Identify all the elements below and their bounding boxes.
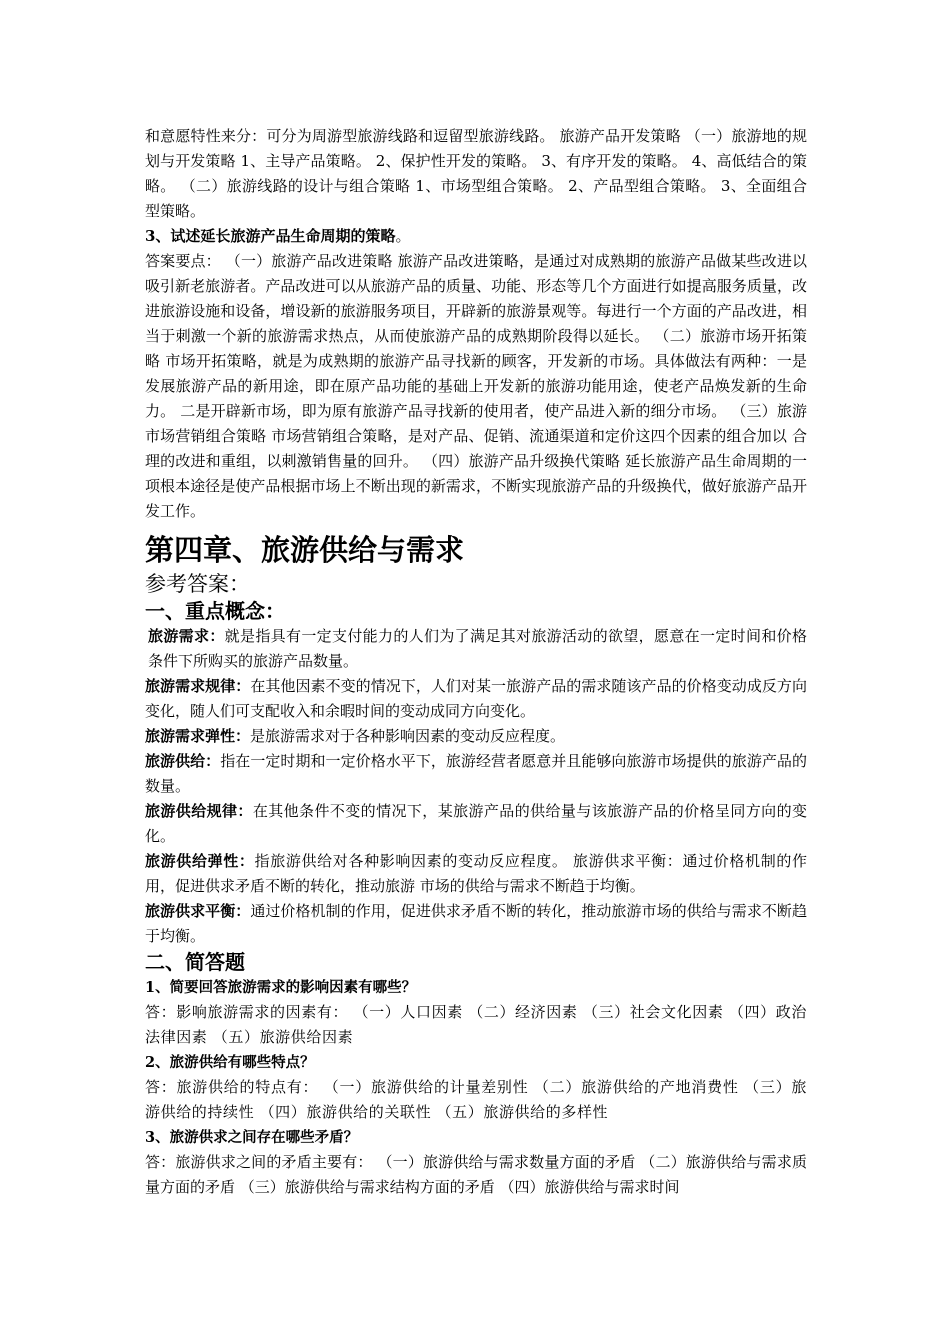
concept-definition: 在其他因素不变的情况下，人们对某一旅游产品的需求随该产品的价格变动成反方向变化，随人们可支配收入和余暇时间的变动成同方向变化。 xyxy=(145,677,807,720)
concept-term: 旅游供给规律： xyxy=(145,802,253,820)
concept-definition: 在其他条件不变的情况下，某旅游产品的供给量与该旅游产品的价格呈同方向的变化。 xyxy=(145,802,807,845)
answer-supply-demand-conflicts: 答：旅游供求之间的矛盾主要有： （一）旅游供给与需求数量方面的矛盾 （二）旅游供给与需求质量方面的矛盾 （三）旅游供给与需求结构方面的矛盾 （四）旅游供给与需求时间 xyxy=(145,1153,807,1196)
concept-supply-law xyxy=(145,799,807,849)
concept-term: 旅游供求平衡： xyxy=(145,902,251,920)
concept-definition: 是旅游需求对于各种影响因素的变动反应程度。 xyxy=(250,727,566,745)
concept-term: 旅游供给： xyxy=(145,752,221,770)
concept-definition: 指旅游供给对各种影响因素的变动反应程度。 旅游供求平衡：通过价格机制的作用，促进供求矛盾不断的转化，推动旅游 市场的供给与需求不断趋于均衡。 xyxy=(145,852,807,895)
concept-supply-elasticity xyxy=(145,849,807,899)
question-supply-features: 2、旅游供给有哪些特点？ xyxy=(145,1054,315,1071)
question-heading-lifecycle xyxy=(145,224,807,249)
section-heading-concepts: 一、重点概念： xyxy=(145,599,285,623)
concept-term: 旅游需求弹性： xyxy=(145,727,251,745)
answer-demand-factors: 答：影响旅游需求的因素有： （一）人口因素 （二）经济因素 （三）社会文化因素 （四）政治法律因素 （五）旅游供给因素 xyxy=(145,1003,807,1046)
question-supply-demand-conflicts: 3、旅游供求之间存在哪些矛盾？ xyxy=(145,1129,359,1146)
concept-term: 旅游需求规律： xyxy=(145,677,251,695)
concept-definition: 指在一定时期和一定价格水平下，旅游经营者愿意并且能够向旅游市场提供的旅游产品的数量。 xyxy=(145,752,807,795)
section-heading-short-answers: 二、简答题 xyxy=(145,950,245,974)
concept-demand-elasticity xyxy=(145,724,807,749)
chapter-title: 第四章、旅游供给与需求 xyxy=(145,533,465,567)
paragraph-product-strategy: 和意愿特性来分：可分为周游型旅游线路和逗留型旅游线路。 旅游产品开发策略 （一）旅游地的规划与开发策略 1、主导产品策略。 2、保护性开发的策略。 3、有序开发的策略。 4、高低结合的策略。 （二）旅游线路的设计与组合策略 1、市场型组合策略。 2、产品型组合策略。 3、全面组合型策略。 xyxy=(145,127,807,220)
question-demand-factors: 1、简要回答旅游需求的影响因素有哪些？ xyxy=(145,979,417,996)
concept-tourism-demand xyxy=(145,624,807,674)
answer-lifecycle: 答案要点： （一）旅游产品改进策略 旅游产品改进策略，是通过对成熟期的旅游产品做某些改进以吸引新老旅游者。产品改进可以从旅游产品的质量、功能、形态等几个方面进行如提高服务质量，改进旅游设施和设备，增设新的旅游服务项目，开辟新的旅游景观等。每进行一个方面的产品改进，相当于刺激一个新的旅游需求热点，从而使旅游产品的成熟期阶段得以延长。 （二）旅游市场开拓策略 市场开拓策略，就是为成熟期的旅游产品寻找新的顾客，开发新的市场。具体做法有两种：一是发展旅游产品的新用途，即在原产品功能的基础上开发新的旅游功能用途，使老产品焕发新的生命力。 二是开辟新市场，即为原有旅游产品寻找新的使用者，使产品进入新的细分市场。 （三）旅游市场营销组合策略 市场营销组合策略，是对产品、促销、流通渠道和定价这四个因素的组合加以 合理的改进和重组，以刺激销售量的回升。 （四）旅游产品升级换代策略 延长旅游产品生命周期的一项根本途径是使产品根据市场上不断出现的新需求，不断实现旅游产品的升级换代，做好旅游产品开发工作。 xyxy=(145,252,807,520)
concept-tourism-supply xyxy=(145,749,807,799)
concept-demand-law xyxy=(145,674,807,724)
reference-answer-heading: 参考答案： xyxy=(145,572,250,596)
concept-definition: 通过价格机制的作用，促进供求矛盾不断的转化，推动旅游市场的供给与需求不断趋于均衡。 xyxy=(145,902,807,945)
question-title: 3、试述延长旅游产品生命周期的策略 xyxy=(145,227,396,245)
answer-supply-features: 答：旅游供给的特点有： （一）旅游供给的计量差别性 （二）旅游供给的产地消费性 （三）旅游供给的持续性 （四）旅游供给的关联性 （五）旅游供给的多样性 xyxy=(145,1078,807,1121)
question-title-period: 。 xyxy=(395,227,411,245)
concept-supply-demand-balance xyxy=(145,899,807,949)
concept-definition: 就是指具有一定支付能力的人们为了满足其对旅游活动的欲望，愿意在一定时间和价格条件下所购买的旅游产品数量。 xyxy=(148,627,807,670)
concept-term: 旅游供给弹性： xyxy=(145,852,255,870)
concept-term: 旅游需求： xyxy=(148,627,225,645)
document-page xyxy=(145,124,807,1200)
